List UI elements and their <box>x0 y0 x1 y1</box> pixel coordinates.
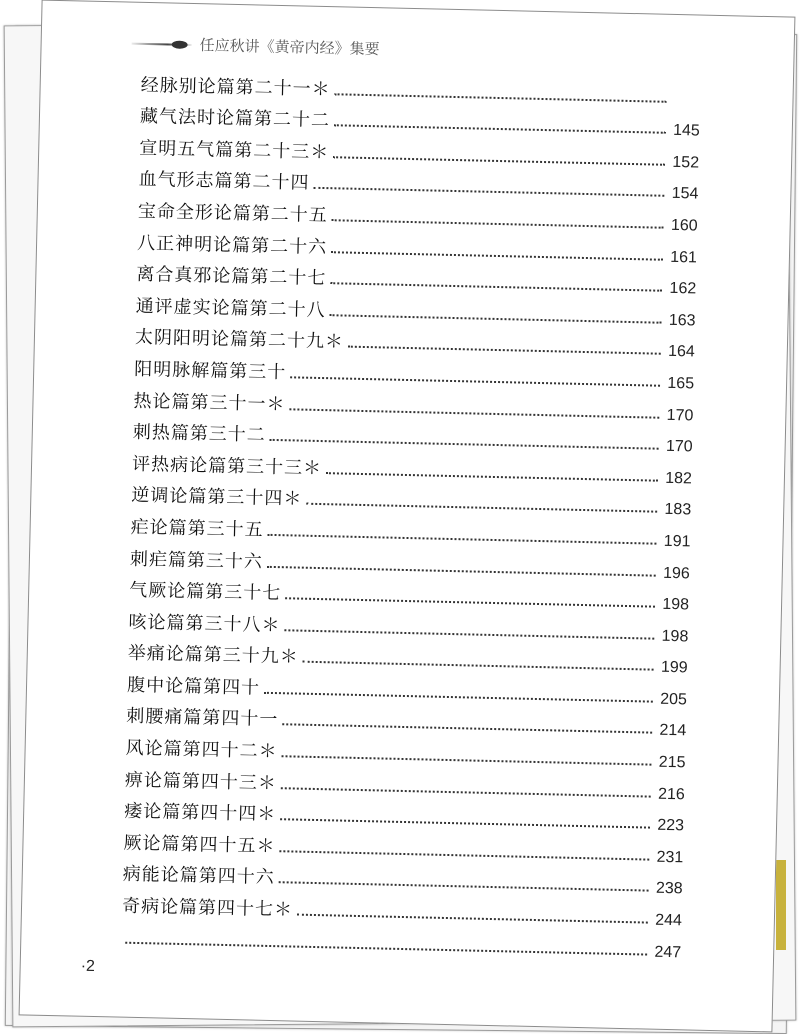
toc-entry-page: 231 <box>656 848 684 867</box>
document-page <box>19 0 796 1032</box>
book-title: 任应秋讲《黄帝内经》集要 <box>199 36 380 59</box>
toc-entry-page: 170 <box>665 437 693 456</box>
toc-entry-title: 阳明脉解篇第三十 <box>134 358 287 384</box>
toc-entry-page: 152 <box>672 153 700 172</box>
toc-entry-page: 164 <box>667 343 695 361</box>
toc-entry-page: 215 <box>658 753 686 772</box>
toc-entry-title: 痹论篇第四十三＊ <box>124 769 278 794</box>
toc-entry-page: 214 <box>659 722 687 740</box>
toc-entry-title: 血气形志篇第二十四 <box>138 169 310 195</box>
toc-entry-page: 170 <box>666 406 694 424</box>
toc-entry-page: 198 <box>661 627 689 646</box>
toc-entry-title: 风论篇第四十二＊ <box>125 737 278 763</box>
page-number: ·2 <box>80 957 96 976</box>
toc-entry-page: 198 <box>662 595 690 614</box>
dot-leader <box>332 219 664 229</box>
toc-entry-page: 182 <box>665 469 693 488</box>
toc-entry-page: 196 <box>662 564 690 582</box>
dot-leader <box>348 346 661 355</box>
toc-entry-page: 183 <box>664 501 692 519</box>
toc-entry-title: 疟论篇第三十五 <box>130 516 264 541</box>
toc-entry-page: 244 <box>654 911 683 930</box>
toc-entry-title: 咳论篇第三十八＊ <box>128 611 281 636</box>
toc-entry-page: 160 <box>670 216 698 235</box>
dot-leader <box>330 282 662 292</box>
toc-entry-page: 165 <box>667 374 695 393</box>
toc-entry-title: 经脉别论篇第二十一＊ <box>140 74 331 100</box>
toc-entry-page: 162 <box>669 280 697 298</box>
toc-entry-title: 刺疟篇第三十六 <box>129 548 264 573</box>
toc-entry-title: 宣明五气篇第二十三＊ <box>139 137 330 163</box>
toc-entry-page: 205 <box>660 690 688 709</box>
toc-entry-title: 举痛论篇第三十九＊ <box>127 642 300 668</box>
toc-entry-page: 223 <box>657 817 685 835</box>
dot-leader <box>335 93 667 103</box>
toc-entry-title: 病能论篇第四十六 <box>122 864 275 889</box>
toc-entry-title: 离合真邪论篇第二十七 <box>136 263 327 290</box>
dot-leader <box>333 156 665 166</box>
toc-entry-title: 评热病论篇第三十三＊ <box>131 453 323 479</box>
dot-leader <box>326 472 658 482</box>
toc-entry-page: 238 <box>655 880 683 898</box>
toc-entry-title: 八正神明论篇第二十六 <box>136 232 328 258</box>
toc-entry-title: 奇病论篇第四十七＊ <box>121 895 294 921</box>
dot-leader <box>334 124 666 134</box>
toc-entry-page: 199 <box>660 659 688 677</box>
ornament-icon <box>132 38 192 49</box>
book-cover-edge-yellow <box>776 860 786 950</box>
toc-entry-title: 热论篇第三十一＊ <box>133 390 286 415</box>
toc-entry-title: 通评虚实论篇第二十八 <box>135 295 326 321</box>
table-of-contents <box>121 65 701 962</box>
toc-entry-page: 154 <box>671 185 699 203</box>
toc-entry-title: 藏气法时论篇第二十二 <box>139 106 331 132</box>
toc-entry-title: 刺热篇第三十二 <box>132 421 267 446</box>
toc-entry-page: 161 <box>670 248 698 267</box>
dot-leader <box>331 251 663 261</box>
toc-entry-page: 163 <box>668 311 696 330</box>
toc-entry-title: 逆调论篇第三十四＊ <box>131 485 303 510</box>
toc-entry-page: 247 <box>654 943 682 961</box>
toc-entry-title: 宝命全形论篇第二十五 <box>137 200 329 227</box>
dot-leader <box>125 941 647 955</box>
toc-entry-title: 刺腰痛篇第四十一 <box>126 706 279 731</box>
toc-entry-title: 厥论篇第四十五＊ <box>123 832 276 857</box>
toc-entry-page: 216 <box>657 785 685 804</box>
toc-entry-page: 145 <box>672 122 700 140</box>
toc-entry-title: 痿论篇第四十四＊ <box>123 800 277 826</box>
toc-entry-page: 191 <box>663 532 691 551</box>
toc-entry-title: 腹中论篇第四十 <box>126 674 261 699</box>
toc-entry-title: 气厥论篇第三十七 <box>129 579 282 605</box>
toc-entry-title: 太阴阳明论篇第二十九＊ <box>134 327 345 353</box>
running-header <box>131 33 379 60</box>
dot-leader <box>330 314 662 324</box>
